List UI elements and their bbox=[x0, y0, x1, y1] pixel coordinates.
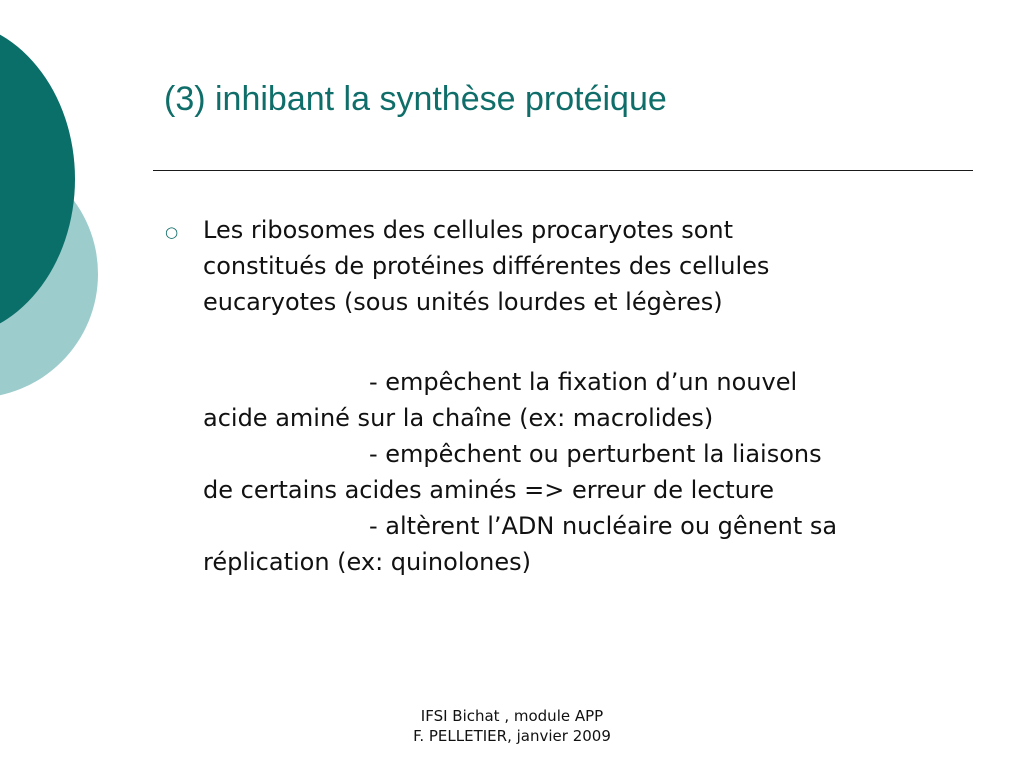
paragraph-adn bbox=[203, 508, 993, 580]
text-line: - empêchent la fixation d’un nouvel bbox=[369, 368, 798, 396]
slide-title: (3) inhibant la synthèse protéique bbox=[164, 80, 667, 118]
slide-body bbox=[203, 212, 993, 580]
text-line: de certains acides aminés => erreur de lecture bbox=[203, 476, 775, 504]
text-line: eucaryotes (sous unités lourdes et légères) bbox=[203, 288, 723, 316]
title-divider bbox=[153, 170, 973, 171]
footer-line-author: F. PELLETIER, janvier 2009 bbox=[413, 727, 611, 745]
text-line: constitués de protéines différentes des cellules bbox=[203, 252, 770, 280]
paragraph-liaisons bbox=[203, 436, 993, 508]
footer-line-institution: IFSI Bichat , module APP bbox=[420, 707, 604, 725]
bullet-circle-icon: ○ bbox=[165, 223, 179, 241]
slide-footer bbox=[362, 706, 662, 746]
text-line: Les ribosomes des cellules procaryotes sont bbox=[203, 216, 734, 244]
paragraph-ribosomes bbox=[203, 212, 993, 320]
text-line: acide aminé sur la chaîne (ex: macrolides) bbox=[203, 404, 714, 432]
paragraph-fixation bbox=[203, 364, 993, 436]
text-line: - altèrent l’ADN nucléaire ou gênent sa bbox=[369, 512, 838, 540]
text-line: réplication (ex: quinolones) bbox=[203, 548, 532, 576]
text-line: - empêchent ou perturbent la liaisons bbox=[369, 440, 822, 468]
